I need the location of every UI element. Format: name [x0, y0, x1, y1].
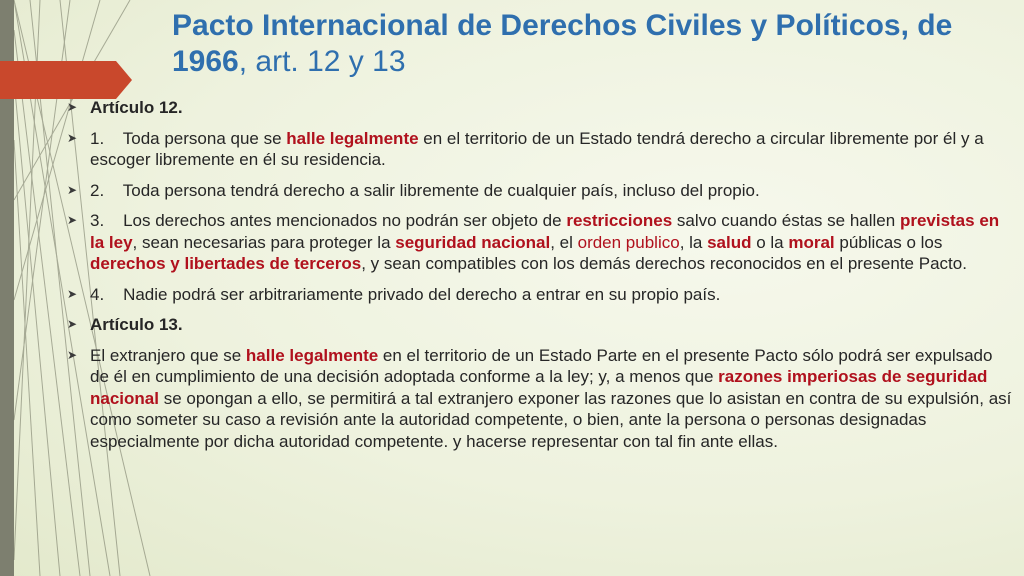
emphasis-text: halle legalmente — [286, 128, 419, 148]
list-item-p3 — [62, 210, 1012, 275]
body-text: en el territorio de un Estado Parte en el presente Pacto sólo podrá ser expulsado de él en cumplimiento de una decisión adoptada conforme a la ley; y, a menos que — [90, 345, 993, 386]
body-text: o la — [751, 232, 789, 252]
list-item-art12 — [62, 97, 1012, 119]
emphasis-text: Artículo 12. — [90, 98, 183, 117]
body-text: 4. Nadie podrá ser arbitrariamente privado del derecho a entrar en su propio país. — [90, 284, 721, 304]
body-text: , y sean compatibles con los demás derechos reconocidos en el presente Pacto. — [361, 254, 967, 273]
body-text: salvo cuando éstas se hallen — [672, 211, 900, 230]
emphasis-text: derechos y libertades de terceros — [90, 254, 362, 273]
title-accent-bar — [0, 61, 116, 99]
emphasis-text: previstas en la ley — [90, 211, 1000, 252]
list-item-art13 — [62, 314, 1012, 336]
right-arrow-icon: ➤ — [66, 100, 78, 114]
body-text: 3. Los derechos antes mencionados no podrán ser objeto de — [90, 211, 567, 230]
list-item-p5 — [62, 345, 1012, 453]
body-text: en el territorio de un Estado tendrá derecho a circular libremente por él y a escoger libremente en él su residencia. — [90, 128, 984, 169]
title-bold: Pacto Internacional de Derechos Civiles y Políticos, de 1966 — [172, 9, 953, 78]
body-text: , sean necesarias para proteger la — [132, 232, 396, 252]
right-arrow-icon: ➤ — [66, 182, 78, 197]
right-arrow-icon: ➤ — [66, 347, 78, 362]
emphasis-text: orden publico — [577, 232, 680, 252]
body-text: públicas o los — [834, 232, 943, 252]
body-text: El extranjero que se — [90, 345, 246, 365]
body-text: , el — [550, 232, 578, 252]
emphasis-text: salud — [707, 232, 752, 252]
right-arrow-icon: ➤ — [66, 130, 78, 145]
list-item-p2 — [62, 180, 1012, 202]
emphasis-text: moral — [788, 232, 835, 252]
list-item-p4 — [62, 284, 1012, 306]
title-accent-arrow — [116, 61, 132, 99]
body-text: 1. Toda persona que se — [90, 128, 287, 148]
right-arrow-icon: ➤ — [66, 317, 78, 331]
body-text: 2. Toda persona tendrá derecho a salir libremente de cualquier país, incluso del propio. — [90, 180, 760, 200]
title-normal: , art. 12 y 13 — [238, 45, 406, 78]
body-text: , la — [679, 232, 708, 252]
body-text: se opongan a ello, se permitirá a tal extranjero exponer las razones que lo asistan en contra de su expulsión, así como someter su caso a revisión ante la autoridad competente, o bien, ante la persona o personas designadas especialmente por dicha autoridad competente. y hacerse representar con tal fin ante ellas. — [90, 388, 1012, 451]
list-item-p1 — [62, 128, 1012, 171]
slide-title — [172, 8, 992, 80]
right-arrow-icon: ➤ — [66, 213, 78, 227]
bullet-list — [62, 97, 1012, 461]
emphasis-text: seguridad nacional — [395, 232, 551, 252]
emphasis-text: halle legalmente — [245, 345, 379, 365]
emphasis-text: restricciones — [566, 211, 673, 230]
emphasis-text: razones imperiosas de seguridad nacional — [90, 367, 988, 408]
emphasis-text: Artículo 13. — [90, 315, 183, 334]
right-arrow-icon: ➤ — [66, 286, 78, 301]
